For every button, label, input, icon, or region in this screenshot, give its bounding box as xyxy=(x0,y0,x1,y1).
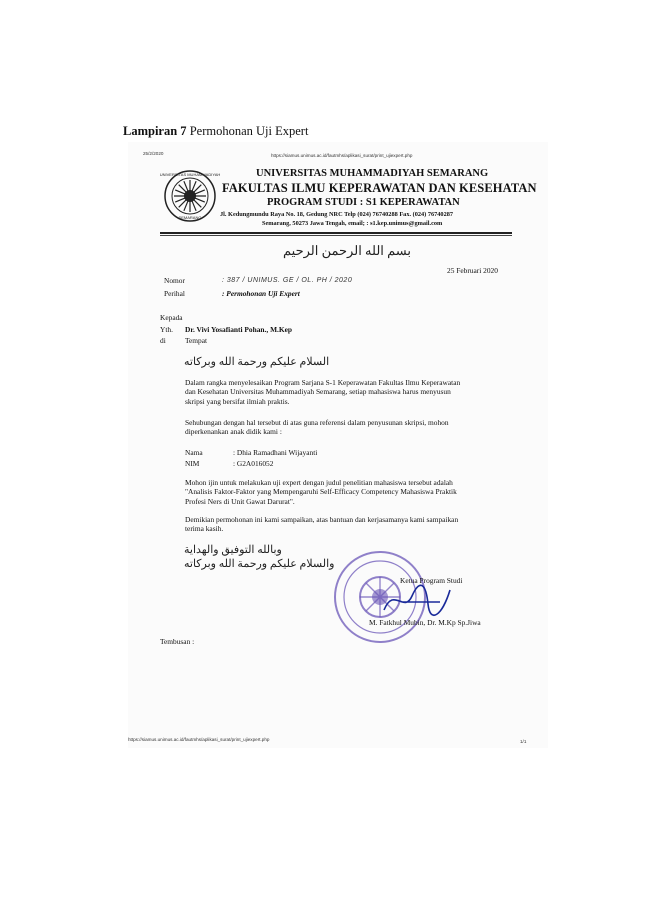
signature-scribble xyxy=(380,580,460,620)
closing-greeting: والسلام عليكم ورحمة الله وبركاته xyxy=(184,558,335,570)
kepada-label: Kepada xyxy=(160,313,183,322)
logo-text-top: UNIVERSITAS MUHAMMADIYAH xyxy=(159,172,221,177)
university-logo xyxy=(159,170,221,222)
letterhead-university: UNIVERSITAS MUHAMMADIYAH SEMARANG xyxy=(256,168,489,179)
perihal-label: Perihal xyxy=(164,289,185,298)
paragraph-1-line: dan Kesehatan Universitas Muhammadiyah Semarang, setiap mahasiswa harus menyusun xyxy=(185,387,451,397)
letterhead-address-1: Jl. Kedungmundu Raya No. 18, Gedung NRC Telp (024) 76740288 Fax. (024) 76740287 xyxy=(220,211,454,218)
recipient-name: Dr. Vivi Yosafianti Pohan., M.Kep xyxy=(185,325,293,334)
paragraph-4 xyxy=(185,515,458,534)
nama-value: : Dhia Ramadhani Wijayanti xyxy=(233,448,318,457)
paragraph-1-line: Dalam rangka menyelesaikan Program Sarjana S-1 Keperawatan Fakultas Ilmu Keperawatan xyxy=(185,378,461,387)
nim-label: NIM xyxy=(185,459,200,468)
opening-greeting: السلام عليكم ورحمة الله وبركاته xyxy=(184,356,330,368)
appendix-caption xyxy=(123,124,308,139)
caption-prefix: Lampiran 7 xyxy=(123,124,187,138)
letterhead-rule xyxy=(160,232,512,234)
closing-prayer: وبالله التوفيق والهداية xyxy=(184,544,282,556)
tembusan-label: Tembusan : xyxy=(160,637,195,646)
paragraph-2-line: Sehubungan dengan hal tersebut di atas guna referensi dalam penyusunan skripsi, mohon xyxy=(185,418,449,427)
paragraph-3 xyxy=(185,478,457,506)
paragraph-1 xyxy=(185,378,460,406)
perihal-value: : Permohonan Uji Expert xyxy=(222,289,300,298)
paragraph-3-line: Profesi Ners di Unit Gawat Darurat". xyxy=(185,496,295,506)
paragraph-2-line: diperkenankan anak didik kami : xyxy=(185,427,282,437)
caption-text: Permohonan Uji Expert xyxy=(186,124,309,138)
paragraph-3-line: Mohon ijin untuk melakukan uji expert dengan judul penelitian mahasiswa tersebut adalah xyxy=(185,478,453,487)
di-label: di xyxy=(160,336,166,345)
footer-url: https://siamus.unimus.ac.id/fautmhs/aplikasi_surat/print_ujiexpert.php xyxy=(128,737,270,742)
paragraph-1-line: skripsi yang bersifat ilmiah praktis. xyxy=(185,396,290,406)
print-url: https://siamus.unimus.ac.id/fautmhs/aplikasi_surat/print_ujiexpert.php xyxy=(271,153,413,158)
letterhead-faculty: FAKULTAS ILMU KEPERAWATAN DAN KESEHATAN xyxy=(222,181,537,195)
letterhead-rule-thin xyxy=(160,235,512,236)
signer-title: Ketua Program Studi xyxy=(400,576,463,585)
paragraph-2 xyxy=(185,418,449,437)
basmalah: بسم الله الرحمن الرحيم xyxy=(283,243,412,258)
recipient-place: Tempat xyxy=(185,336,208,345)
nomor-value: : 387 / UNIMUS. GE / OL. PH / 2020 xyxy=(222,277,353,284)
paragraph-3-line: "Analisis Faktor-Faktor yang Mempengaruhi Self-Efficacy Competency Mahasiswa Praktik xyxy=(185,487,457,497)
footer-page: 1/1 xyxy=(520,739,527,744)
signer-name: M. Fatkhul Mubin, Dr. M.Kp Sp.Jiwa xyxy=(369,618,481,627)
letterhead-address-2: Semarang, 50273 Jawa Tengah, email; : s1.kep.unimus@gmail.com xyxy=(262,220,443,227)
nomor-label: Nomor xyxy=(164,276,185,285)
letterhead-program: PROGRAM STUDI : S1 KEPERAWATAN xyxy=(267,197,460,208)
print-date: 25/2/2020 xyxy=(143,151,164,156)
logo-text-bottom: SEMARANG xyxy=(178,215,202,220)
paragraph-4-line: terima kasih. xyxy=(185,524,224,534)
yth-label: Yth. xyxy=(160,325,173,334)
letter-date: 25 Februari 2020 xyxy=(447,266,498,275)
nim-value: : G2A016052 xyxy=(233,459,274,468)
paragraph-4-line: Demikian permohonan ini kami sampaikan, atas bantuan dan kerjasamanya kami sampaikan xyxy=(185,515,459,524)
nama-label: Nama xyxy=(185,448,203,457)
